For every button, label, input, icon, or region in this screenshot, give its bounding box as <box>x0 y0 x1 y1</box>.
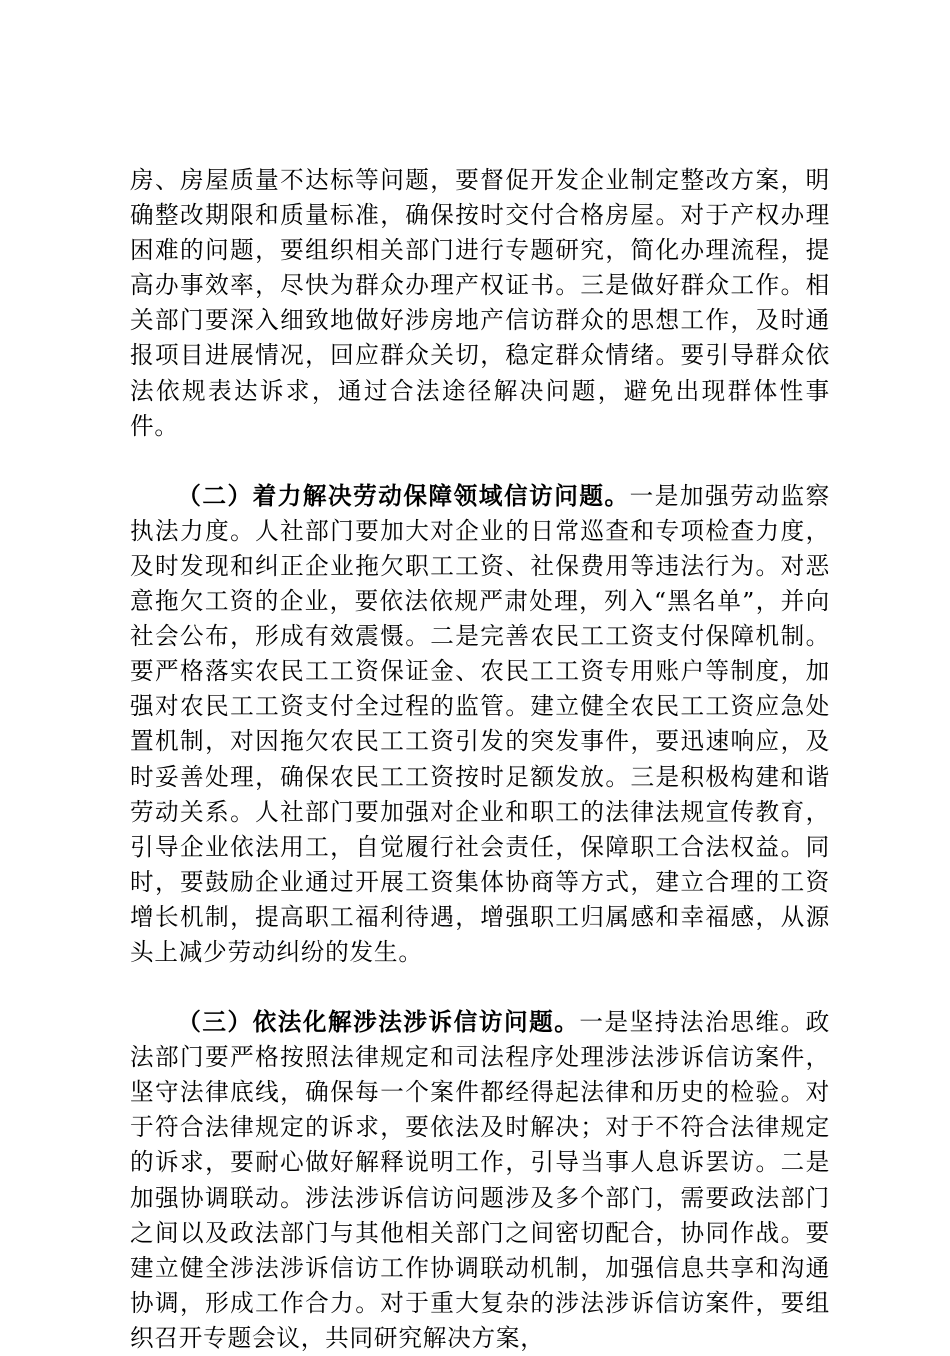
paragraph-text: 房、房屋质量不达标等问题，要督促开发企业制定整改方案，明确整改期限和质量标准，确保按时交付合格房屋。对于产权办理困难的问题，要组织相关部门进行专题研究，简化办理流程，提高办事效率，尽快为群众办理产权证书。三是做好群众工作。相关部门要深入细致地做好涉房地产信访群众的思想工作，及时通报项目进展情况，回应群众关切，稳定群众情绪。要引导群众依法依规表达诉求，通过合法途径解决问题，避免出现群体性事件。 <box>130 166 830 440</box>
paragraph-housing-continued <box>130 163 830 444</box>
paragraph-text: 一是坚持法治思维。政法部门要严格按照法律规定和司法程序处理涉法涉诉信访案件，坚守法律底线，确保每一个案件都经得起法律和历史的检验。对于符合法律规定的诉求，要依法及时解决；对于不符合法律规定的诉求，要耐心做好解释说明工作，引导当事人息诉罢访。二是加强协调联动。涉法涉诉信访问题涉及多个部门，需要政法部门之间以及政法部门与其他相关部门之间密切配合，协同作战。要建立健全涉法涉诉信访工作协调联动机制，加强信息共享和沟通协调，形成工作合力。对于重大复杂的涉法涉诉信访案件，要组织召开专题会议，共同研究解决方案， <box>130 1008 830 1352</box>
section-heading-legal: （三）依法化解涉法涉诉信访问题。 <box>177 1008 580 1037</box>
section-heading-labor: （二）着力解决劳动保障领域信访问题。 <box>177 481 630 510</box>
paragraph-text: 一是加强劳动监察执法力度。人社部门要加大对企业的日常巡查和专项检查力度，及时发现和纠正企业拖欠职工工资、社保费用等违法行为。对恶意拖欠工资的企业，要依法依规严肃处理，列入“黑名单”，并向社会公布，形成有效震慑。二是完善农民工工资支付保障机制。要严格落实农民工工资保证金、农民工工资专用账户等制度，加强对农民工工资支付全过程的监管。建立健全农民工工资应急处置机制，对因拖欠农民工工资引发的突发事件，要迅速响应，及时妥善处理，确保农民工工资按时足额发放。三是积极构建和谐劳动关系。人社部门要加强对企业和职工的法律法规宣传教育，引导企业依法用工，自觉履行社会责任，保障职工合法权益。同时，要鼓励企业通过开展工资集体协商等方式，建立合理的工资增长机制，提高职工福利待遇，增强职工归属感和幸福感，从源头上减少劳动纠纷的发生。 <box>130 481 830 966</box>
paragraph-labor-security <box>130 479 830 970</box>
paragraph-legal-petitions <box>130 1005 830 1356</box>
document-body <box>130 163 830 1356</box>
